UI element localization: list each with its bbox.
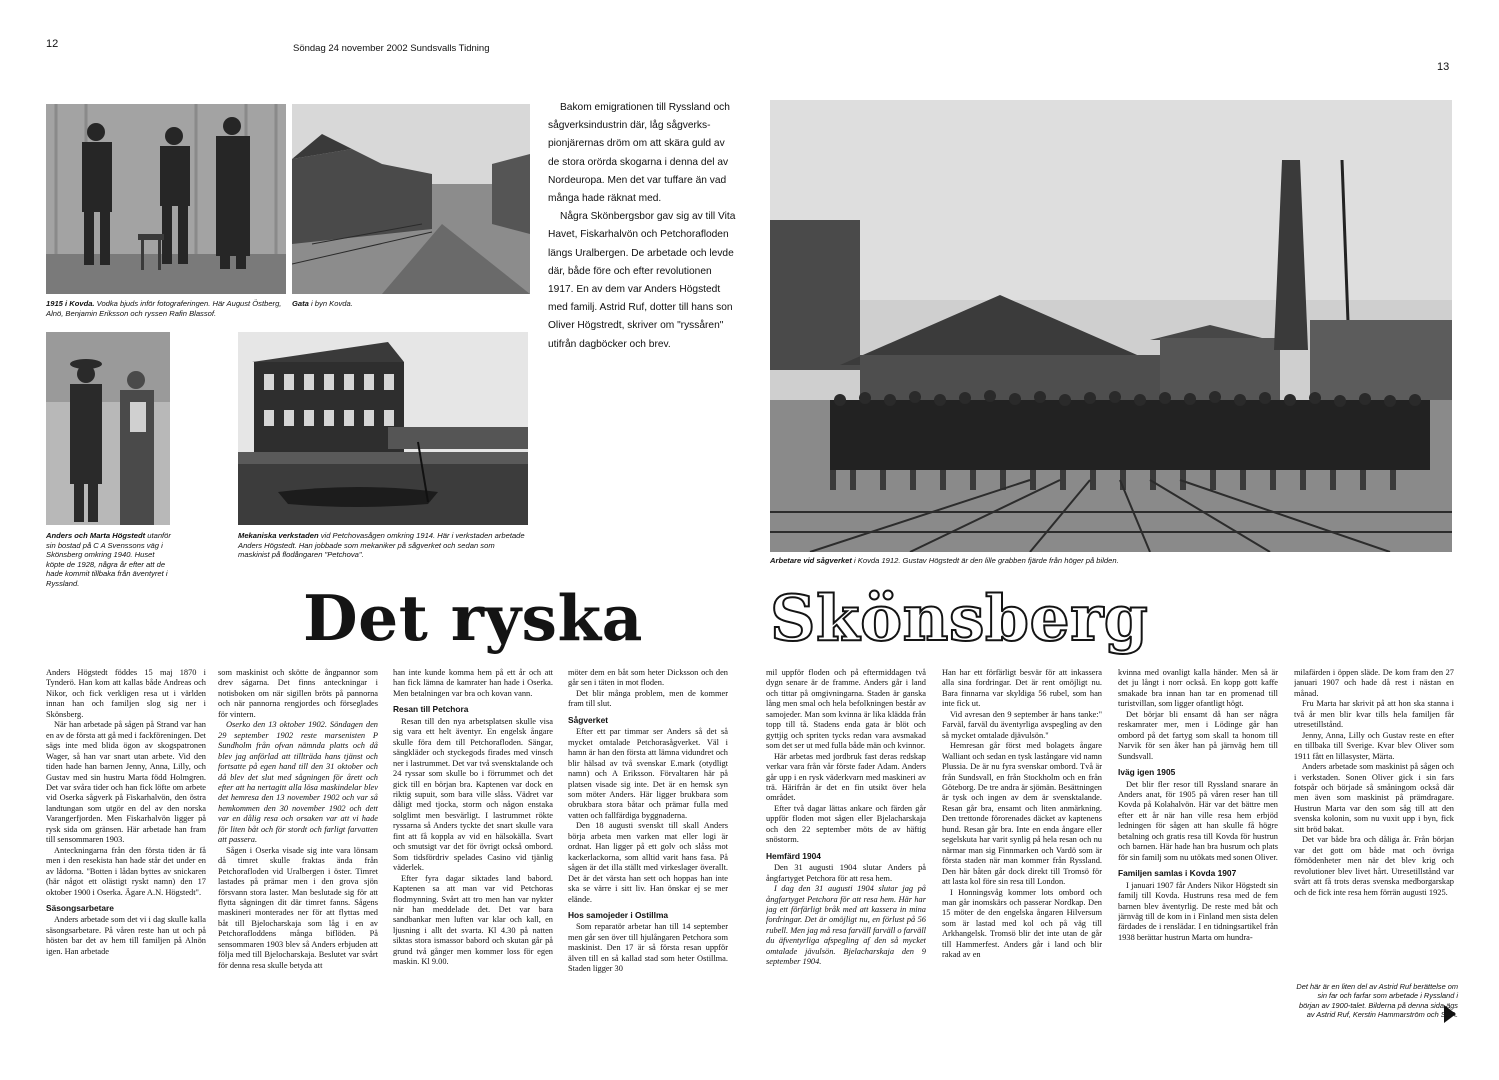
paragraph: Anders Högstedt föddes 15 maj 1870 i Tynderö. Han kom att kallas både Andreas och Nikor, och fick verkligen resa ut i världen innan han och familjen slog sig ner i Skönsberg. <box>46 668 206 719</box>
paragraph: Som reparatör arbetar han till 14 september men går sen över till hjulångaren Petchora som maskinist. Den 17 är så första resan uppför älven till en så kallad stad som heter Ostillma. Staden ligger 30 <box>568 922 728 974</box>
body-column-7 <box>1118 668 1278 1023</box>
body-column-8 <box>1294 668 1454 968</box>
diary-quote: I dag den 31 augusti 1904 slutar jag på ångfartyget Petchora för att resa hem. Här har jag ett förfärligt bråk med att kassera in mina fordringar. Det är omöjligt nu, en förlust på 56 rubell. Men jag må resa farväll farväll o farväll du äfventyrliga afspegling af den så mycket omtalade jävulsön. Bjelacharskaja den 9 september 1904. <box>766 884 926 967</box>
paragraph: Anteckningarna från den första tiden är få men i den resekista han hade står det under en av lådorna. "Botten i lådan byttes av snickaren (här något ett olästigt ryskt namn) den 17 oktober 1900 i Oserka. Ägare A.N. Högstedt". <box>46 845 206 897</box>
paragraph: milafärden i öppen släde. De kom fram den 27 januari 1907 och hade då rest i nästan en månad. <box>1294 668 1454 698</box>
paragraph: Fru Marta har skrivit på att hon ska stanna i två år men blir kvar tills hela familjen får utresetillstånd. <box>1294 699 1454 730</box>
paragraph: I Honningsvåg kommer lots ombord och man går inomskärs och passerar Nordkap. Den 15 möter de den engelska ångaren Hilversum som är lastad med kol och på väg till Arkhangelsk. Tromsö blir det inte utan de går till Hammerfest. Anders går i land och blir rakad av en <box>942 887 1102 960</box>
paragraph: Anders arbetade som det vi i dag skulle kalla säsongsarbetare. På våren reste han ut och på hösten bar det av hem till familjen på Alnön igen. Han arbetade <box>46 915 206 956</box>
body-column-4 <box>568 668 728 1023</box>
photo-street-kovda <box>292 104 530 294</box>
intro-line: utifrån dagböcker och brev. <box>548 338 671 350</box>
subheading: Hos samojeder i Ostillma <box>568 909 669 920</box>
caption-kovda-1915: 1915 i Kovda. Vodka bjuds inför fotograferingen. Här August Östberg, Alnö, Benjamin Eriksson och ryssen Rafin Blassof. <box>46 299 282 318</box>
intro-line: med familj. Astrid Ruf, dotter till hans son <box>548 302 733 314</box>
continue-arrow-icon <box>1444 1005 1456 1023</box>
subheading: Familjen samlas i Kovda 1907 <box>1118 868 1237 879</box>
paragraph: Här arbetas med jordbruk fast deras redskap verkar vara från vår förste fader Adam. Anders går upp i en rysk väderkvarn med maskineri av trä. Härifrån är det en fin utsikt över hela området. <box>766 751 926 803</box>
subheading: Hemfärd 1904 <box>766 850 821 861</box>
body-column-6 <box>942 668 1102 1023</box>
headline-word-1: Det ryska <box>303 581 643 655</box>
intro-line: många hade räknat med. <box>548 193 662 205</box>
paragraph: Sågen i Oserka visade sig inte vara lönsam då timret skulle fraktas ända från Petchorafloden vid Uralbergen i öster. Timret lastades på prämar men i den grova sjön försvann stora laster. Man beslutade sig för att flytta sågningen dit där timret fanns. Sågens maskineri monterades ner för att flyttas med båt till Bjelocharskaja som låg i en av Petchorafloddens många biflöden. På sensommaren 1903 blev så Anders erbjuden att följa med till Bjelocharskaja. Beslutet var svårt för denna resa skulle betyda att <box>218 845 378 970</box>
intro-text <box>548 99 736 389</box>
intro-line: pionjärernas dröm om att skära guld av <box>548 138 725 150</box>
body-column-1 <box>46 668 206 1023</box>
paragraph: han inte kunde komma hem på ett år och att han fick lämna de kamrater han hade i Oserka. Men betalningen var bra och kovan vann. <box>393 668 553 698</box>
page-number-right: 13 <box>1437 61 1450 73</box>
body-column-3 <box>393 668 553 1023</box>
intro-line: där, både före och efter revolutionen <box>548 265 712 277</box>
intro-line: Havet, Fiskarhalvön och Petchorafloden <box>548 229 729 241</box>
paragraph: som maskinist och skötte de ångpannor som drev ságarna. Det finns anteckningar i notisboken om när sigillen bröts på pannorna och när pannorna rengjordes och förseglades för vintern. <box>218 668 378 719</box>
paragraph: Jenny, Anna, Lilly och Gustav reste en efter en tillbaka till Sverige. Kvar blev Oliver som 1911 fått en lillasyster, Märta. <box>1294 730 1454 761</box>
paragraph: Efter två dagar lättas ankare och färden går uppför floden mot sågen eller Bjelacharskaja och den 22 september möts de av häftig snöstorm. <box>766 803 926 845</box>
photo-mekaniska-verkstaden <box>238 332 528 525</box>
paragraph: Hemresan går först med bolagets ångare Walliant och sedan en tysk lastångare vid namn Plussia. De är nu fyra svenskar ombord. Två är från Sundsvall, en från Stockholm och en från Göteborg. De tre andra är sjömän. Besättningen är tysk och ingen av dem är svensktalande. Resan går bra, ensamt och liten anmärkning. Den trettonde förorenades däcket av kaptenens hund. Resan går bra. Inte en enda ångare eller segelskuta har varit synlig på hela resan och nu närmar man sig Finnmarken och Vardö som är första staden när man kommer från Ryssland. Den här båten går dock direkt till Tromsö för att lasta kol före sin resa till London. <box>942 741 1102 887</box>
paragraph: Den 18 augusti svenskt till skall Anders börja arbeta men varken mat eller logi är ordnat. Han ligger på ett golv och slåss mot kackerlackorna, som alltid varit hans fasa. På sågen är det illa ställt med virkeslager överallt. Det är det värsta han sett och hoppas han inte ska se värre i sitt liv. Han önskar ej se mer elände. <box>568 821 728 904</box>
paragraph: Han har ett förfärligt besvär för att inkassera alla sina fordringar. Det är rent omöjligt nu. Bara finnarna var skyldiga 56 rubel, som han inte fick ut. <box>942 668 1102 709</box>
caption-gata: Gata i byn Kovda. <box>292 299 353 308</box>
caption-verkstaden: Mekaniska verkstaden vid Petchovasågen omkring 1914. Här i verkstaden arbetade Anders Högstedt. Han jobbade som mekaniker på sågverket och sedan som maskinist på flodångaren "Petchova". <box>238 531 525 560</box>
intro-line: 1917. En av dem var Anders Högstedt <box>548 284 721 296</box>
intro-line: de stora orörda skogarna i denna del av <box>548 156 729 168</box>
paragraph: När han arbetade på sågen på Strand var han en av de första att gå med i fackföreningen. Det sägs inte med blida ögon av skogspatronen Wager, så han var snart utan arbete. Vid den tiden hade han barnen Jenny, Anna, Lilly, och Gustav med sin hustru Marta född Holmgren. Det var svåra tider och han fick löfte om arbete vid Oserka sågverk på Fiskarhalvön, den östra landtungan som utgör en del av den norska Varangerfjorden. Men Fiskarhalvön ligger på rysk sida om gränsen. Här arbetade han fram till sensommaren 1903. <box>46 720 206 845</box>
intro-line: Oliver Högstredt, skriver om "ryssåren" <box>548 320 724 332</box>
intro-line: Bakom emigrationen till Ryssland och <box>560 102 730 113</box>
subheading: Resan till Petchora <box>393 704 469 715</box>
paragraph: Vid avresan den 9 september är hans tanke:" Farväl, farväl du äventyrliga avspegling av den så mycket omtalade djävulsön." <box>942 709 1102 740</box>
author-note: Det här är en liten del av Astrid Ruf berättelse om sin far och farfar som arbetade i Ryssland i början av 1900-talet. Bilderna på denna sida ägs av Astrid Ruf, Kerstin Hammarström och SCA. <box>1296 982 1458 1020</box>
diary-quote: Oserko den 13 oktober 1902. Söndagen den 29 september 1902 reste marsenisten P Sundholm från ofvan nämnda platts och då blev jag anförlad att tillträda hans tjänst och fortsatte på egen hand till den 31 oktober och då blev det slut med sågningen för årett och efter att ha nertagitt alla lösa maskindelar blev det hemresa den 13 november 1902 och var så hemkommen den 30 november 1902 och dett var en dålig resa och orsaken var att vi hade för liten båt och för stordt och farligt farvatten att passera. <box>218 720 378 845</box>
photo-three-men <box>46 104 286 294</box>
intro-line: Några Skönbergsbor gav sig av till Vita <box>560 211 736 223</box>
headline-word-2: Skönsberg <box>770 581 1149 655</box>
intro-line: Nordeuropa. Men det var tuffare än vad <box>548 174 727 186</box>
caption-sagverket: Arbetare vid sågverket i Kovda 1912. Gustav Högstedt är den lille grabben fjärde från höger på bilden. <box>770 556 1119 565</box>
caption-anders-marta: Anders och Marta Högstedt utanför sin bostad på C A Svenssons väg i Skönsberg omkring 1940. Huset köpte de 1928, några år efter att de hade kommit tillbaka från äventyret i Ryssland. <box>46 531 171 588</box>
page-number-left: 12 <box>46 38 59 50</box>
paragraph: I januari 1907 får Anders Nikor Högstedt sin familj till Kovda. Hustruns resa med de fem barnen blev äventyrlig. De reste med båt och järnväg till de kom in i Finland men sista delen färdades de i renslädar. I en tidningsartikel från 1938 berättar hustrun Marta om hundra- <box>1118 880 1278 942</box>
paragraph: Det var både bra och dåliga år. Från början var det gott om både mat och övriga förnödenheter men när det blev krig och revolutioner blev livet hårt. Utresetillstånd var svårt att få trots deras svenska medborgarskap och de fick inte resa hem förrän augusti 1925. <box>1294 835 1454 897</box>
paragraph: Det börjar bli ensamt då han ser några reskamrater mer, men i Lödinge går han ombord på det fartyg som skall ta honom till Narvik för sen åker han på järnväg hem till Sundsvall. <box>1118 709 1278 761</box>
photo-sagverket-arbetare <box>770 100 1452 552</box>
paragraph: Resan till den nya arbetsplatsen skulle visa sig vara ett helt äventyr. En engelsk ångare skulle föra dem till Petchorafloden. Sängar, sängkläder och styckegods firades med vinsch ner i lastrummet. Det var två svensktalande och 24 ryssar som skulle bo i förrummet och det gick till en början bra. Kaptenen var dock en riktig supuit, som bara ville slåss. Vädret var dåligt med tjocka, storm och någon enstaka solglimt men besvärligt. I lastrummet rökte ryssarna så Anders tyckte det snart skulle vara fint att få koppla av vid en hälsokälla. Svart och smutsigt var det för övrigt också ombord. Som tidsfördriv spelades Casino vid tjänlig väderlek. <box>393 716 553 873</box>
subheading: Sågverket <box>568 714 609 725</box>
body-column-2 <box>218 668 378 1023</box>
paragraph: Efter ett par timmar ser Anders så det så mycket omtalade Petchorasågverket. Väl i hamn är han den första att lämna vidundret och blir hälsad av två svenskar E.mark (otydligt namn) och A Eriksson. Förvaltaren här på platsen visade sig inte. Det är en hemsk syn som möter Anders. Här ligger brukbara som obrukbara stora båtar och prämar fulla med vatten och fallfärdiga byggnaderna. <box>568 727 728 820</box>
paragraph: Det blir fler resor till Ryssland snarare än Anders anat, för 1905 på våren reser han till Kovda på Kolahalvön. Här var det bättre men efter ett år när han ville resa hem erbjöd ledningen för sågen att han skulle få högre betalning och gratis resa till Kovda för hustrun och barnen. Här hade han bra husrum och plats för sin familj som nu utökats med sonen Oliver. <box>1118 779 1278 862</box>
paragraph: Efter fyra dagar siktades land babord. Kaptenen sa att man var vid Petchoras flodmynning. Svårt att tro men han var nykter när han meddelade det. Det var bara sandbankar men luften var klar och kall, en ljusning i allt det svarta. Kl 4.30 på natten siktas stora ismassor babord och skutan går på grund två gånger men kommer loss för egen maskin. Kl 9.00. <box>393 873 553 967</box>
paragraph: Den 31 augusti 1904 slutar Anders på ångfartyget Petchora för att resa hem. <box>766 863 926 883</box>
photo-anders-marta <box>46 332 170 525</box>
intro-line: sågverksindustrin där, låg sågverks- <box>548 120 711 132</box>
intro-line: längs Uralbergen. De arbetade och levde <box>548 247 734 259</box>
paragraph: kvinna med ovanligt kalla händer. Men så är det ju långt i norr också. En kopp gott kaffe smakade bra innan han tar en promenad till turistvillan, som ligger ofantligt högt. <box>1118 668 1278 709</box>
paragraph: mil uppför floden och på eftermiddagen två dygn senare är de framme. Anders går i land och tittar på omgivningarna. Staden är ganska lång men smal och hela befolkningen består av samojeder. Man som kvinna är lika klädda från topp till tå. Stadens enda gata är blöt och gyttjig och spriten tycks redan vara avsmakad som det ser ut med fulla både män och kvinnor. <box>766 668 926 751</box>
paragraph: Det blir många problem, men de kommer fram till slut. <box>568 688 728 709</box>
paragraph: Anders arbetade som maskinist på sågen och i verkstaden. Sonen Oliver gick i sin fars fotspår och började så småningom också där men även som maskinist på prämdragare. Hustrun Marta var den som såg till att den svenska kolonin, som nu vuxit upp i byn, fick sitt bröd bakat. <box>1294 762 1454 834</box>
subheading: Iväg igen 1905 <box>1118 767 1176 778</box>
subheading: Säsongsarbetare <box>46 902 114 913</box>
body-column-5 <box>766 668 926 1023</box>
dateline: Söndag 24 november 2002 Sundsvalls Tidning <box>293 43 490 54</box>
paragraph: möter dem en båt som heter Dicksson och den går sen i täten in mot floden. <box>568 668 728 688</box>
